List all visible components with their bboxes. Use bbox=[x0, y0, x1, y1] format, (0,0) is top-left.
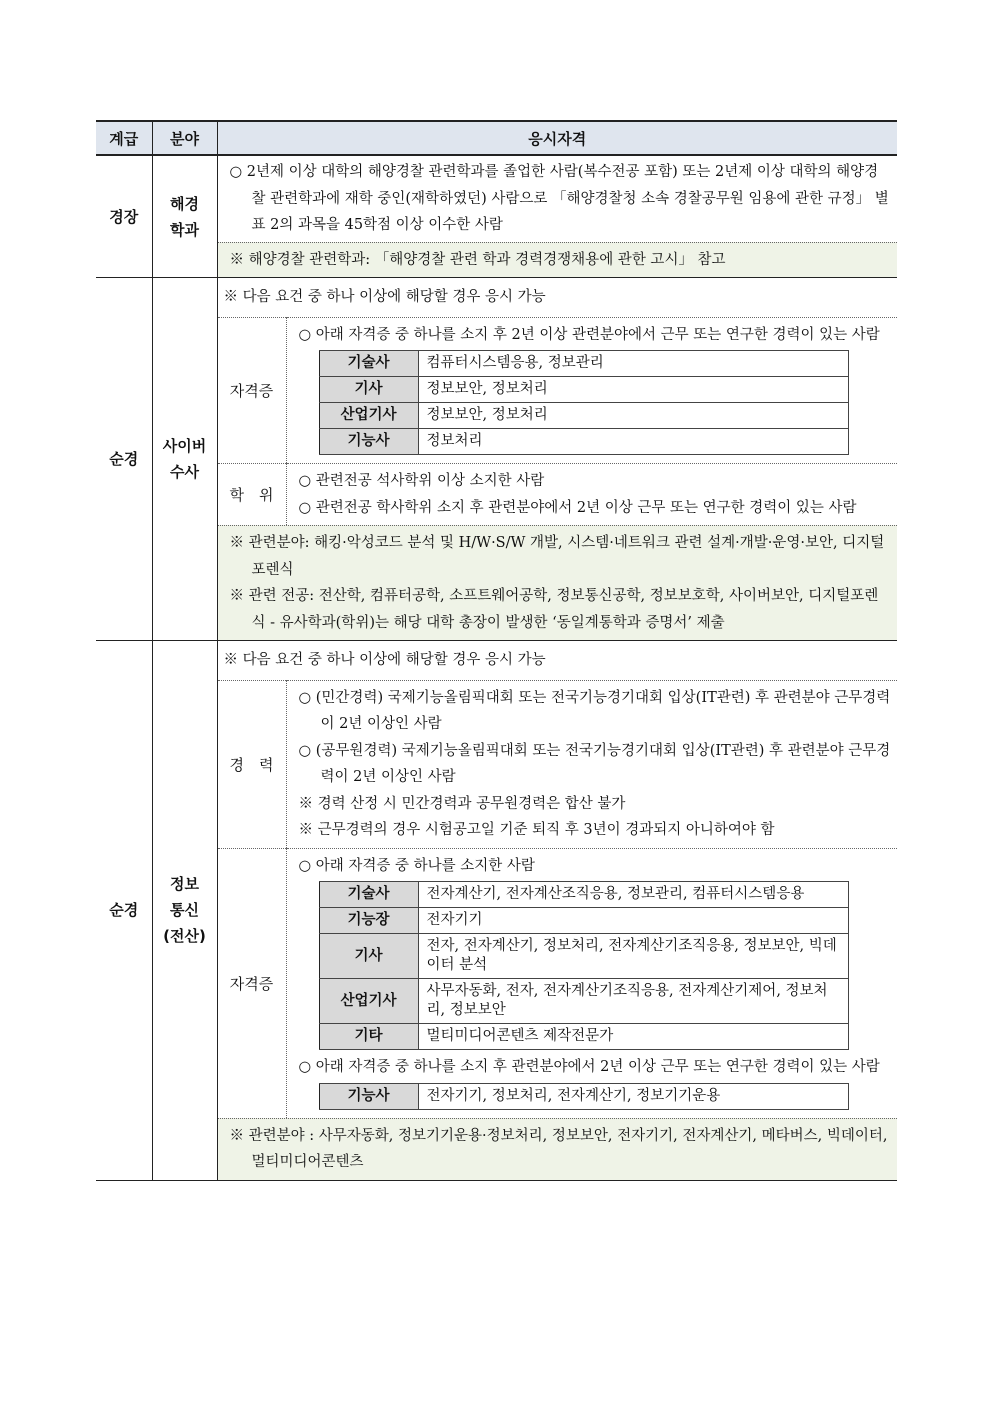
qualification-table bbox=[96, 120, 897, 1181]
cert-grade: 기사 bbox=[319, 934, 418, 979]
requirement-bullet: ○ 관련전공 학사학위 소지 후 관련분야에서 2년 이상 근무 또는 연구한 경력이 있는 사람 bbox=[298, 499, 857, 516]
degree-section bbox=[218, 463, 898, 525]
certificate-table bbox=[319, 350, 849, 455]
cert-grade: 기능사 bbox=[319, 1083, 418, 1109]
cert-grade: 기술사 bbox=[319, 351, 418, 377]
header-field: 분야 bbox=[152, 121, 217, 155]
field-cell bbox=[152, 155, 217, 278]
cert-grade: 기사 bbox=[319, 377, 418, 403]
requirement-bullet: ○ 아래 자격증 중 하나를 소지한 사람 bbox=[298, 857, 535, 874]
cert-list: 전자계산기, 전자계산조직응용, 정보관리, 컴퓨터시스템응용 bbox=[418, 882, 848, 908]
cert-row bbox=[319, 429, 848, 455]
cert-row bbox=[319, 377, 848, 403]
requirement-bullet: ○ (공무원경력) 국제기능올림픽대회 또는 전국기능경기대회 입상(IT관련) 후 관련분야 근무경력이 2년 이상인 사람 bbox=[298, 742, 891, 785]
cert-list: 정보보안, 정보처리 bbox=[418, 377, 848, 403]
certificate-section bbox=[218, 317, 898, 464]
qualification-cell bbox=[217, 278, 897, 641]
field-line: 통신 bbox=[170, 901, 199, 920]
section-label: 학 위 bbox=[218, 464, 287, 526]
cert-list: 전자, 전자계산기, 정보처리, 전자계산기조직응용, 정보보안, 빅데이터 분석 bbox=[418, 934, 848, 979]
intro-note: ※ 다음 요건 중 하나 이상에 해당할 경우 응시 가능 bbox=[223, 652, 546, 668]
qualification-document bbox=[96, 120, 897, 1181]
note-text: ※ 근무경력의 경우 시험공고일 기준 퇴직 후 3년이 경과되지 아니하여야 함 bbox=[298, 822, 775, 838]
cert-list: 전자기기, 정보처리, 전자계산기, 정보기기운용 bbox=[418, 1083, 848, 1109]
cert-grade: 기능사 bbox=[319, 429, 418, 455]
qualification-cell bbox=[217, 641, 897, 1181]
table-header bbox=[96, 121, 897, 155]
cert-grade: 기술사 bbox=[319, 882, 418, 908]
cert-grade: 기능장 bbox=[319, 908, 418, 934]
table-row bbox=[96, 278, 897, 641]
field-cell bbox=[152, 641, 217, 1181]
rank-cell: 순경 bbox=[96, 641, 152, 1181]
cert-row bbox=[319, 882, 848, 908]
cert-list: 정보처리 bbox=[418, 429, 848, 455]
note-block bbox=[218, 1118, 898, 1180]
cert-row bbox=[319, 934, 848, 979]
qualification-cell bbox=[217, 155, 897, 278]
field-line: (전산) bbox=[163, 927, 206, 946]
cert-list: 정보보안, 정보처리 bbox=[418, 403, 848, 429]
rank-cell: 경장 bbox=[96, 155, 152, 278]
header-rank: 계급 bbox=[96, 121, 152, 155]
requirement-bullet: ○ 관련전공 석사학위 이상 소지한 사람 bbox=[298, 473, 545, 489]
cert-row bbox=[319, 979, 848, 1024]
cert-list: 멀티미디어콘텐츠 제작전문가 bbox=[418, 1024, 848, 1050]
field-line: 해경 bbox=[170, 194, 199, 213]
cert-list: 컴퓨터시스템응용, 정보관리 bbox=[418, 351, 848, 377]
note-block bbox=[218, 525, 898, 640]
cert-list: 사무자동화, 전자, 전자계산기조직응용, 전자계산기제어, 정보처리, 정보보안 bbox=[418, 979, 848, 1024]
cert-grade: 산업기사 bbox=[319, 979, 418, 1024]
cert-grade: 기타 bbox=[319, 1024, 418, 1050]
cert-row bbox=[319, 1083, 848, 1109]
intro-note: ※ 다음 요건 중 하나 이상에 해당할 경우 응시 가능 bbox=[223, 289, 546, 305]
header-qualification: 응시자격 bbox=[217, 121, 897, 155]
table-row bbox=[96, 155, 897, 278]
field-line: 수사 bbox=[170, 463, 199, 481]
cert-grade: 산업기사 bbox=[319, 403, 418, 429]
note-text: ※ 해양경찰 관련학과: 「해양경찰 관련 학과 경력경쟁채용에 관한 고시」 참고 bbox=[229, 251, 726, 268]
field-line: 정보 bbox=[170, 875, 199, 894]
cert-row bbox=[319, 908, 848, 934]
field-cell bbox=[152, 278, 217, 641]
note-text: ※ 관련분야: 해킹·악성코드 분석 및 H/W·S/W 개발, 시스템·네트워크 관련 설계·개발·운영·보안, 디지털포렌식 bbox=[229, 535, 885, 578]
certificate-section bbox=[218, 848, 898, 1118]
certificate-table bbox=[319, 1083, 849, 1110]
table-row bbox=[96, 641, 897, 1181]
note-text: ※ 관련 전공: 전산학, 컴퓨터공학, 소프트웨어공학, 정보통신공학, 정보보호학, 사이버보안, 디지털포렌식 - 유사학과(학위)는 해당 대학 총장이 발생한 ‘동일계통학과 증명서’ 제출 bbox=[229, 588, 879, 631]
note-text: ※ 경력 산정 시 민간경력과 공무원경력은 합산 불가 bbox=[298, 795, 626, 812]
section-label: 자격증 bbox=[218, 317, 287, 463]
requirement-bullet: ○ 아래 자격증 중 하나를 소지 후 2년 이상 관련분야에서 근무 또는 연구한 경력이 있는 사람 bbox=[298, 326, 880, 343]
career-section bbox=[218, 680, 898, 848]
rank-cell: 순경 bbox=[96, 278, 152, 641]
section-label: 경 력 bbox=[218, 680, 287, 848]
section-label: 자격증 bbox=[218, 848, 287, 1118]
note-block bbox=[218, 242, 898, 278]
requirement-bullet: ○ 2년제 이상 대학의 해양경찰 관련학과를 졸업한 사람(복수전공 포함) 또는 2년제 이상 대학의 해양경찰 관련학과에 재학 중인(재학하였던) 사람으로 「해양경찰청 소속 경찰공무원 임용에 관한 규정」 별표 2의 과목을 45학점 이상 이수한 사람 bbox=[229, 164, 889, 233]
note-text: ※ 관련분야 : 사무자동화, 정보기기운용·정보처리, 정보보안, 전자기기, 전자계산기, 메타버스, 빅데이터, 멀티미디어콘텐츠 bbox=[229, 1127, 888, 1170]
requirement-bullet: ○ (민간경력) 국제기능올림픽대회 또는 전국기능경기대회 입상(IT관련) 후 관련분야 근무경력이 2년 이상인 사람 bbox=[298, 689, 891, 732]
cert-row bbox=[319, 351, 848, 377]
field-line: 사이버 bbox=[162, 437, 207, 455]
cert-row bbox=[319, 1024, 848, 1050]
cert-row bbox=[319, 403, 848, 429]
certificate-table bbox=[319, 881, 849, 1050]
field-line: 학과 bbox=[170, 220, 199, 239]
requirement-bullet: ○ 아래 자격증 중 하나를 소지 후 관련분야에서 2년 이상 근무 또는 연구한 경력이 있는 사람 bbox=[298, 1059, 880, 1075]
cert-list: 전자기기 bbox=[418, 908, 848, 934]
